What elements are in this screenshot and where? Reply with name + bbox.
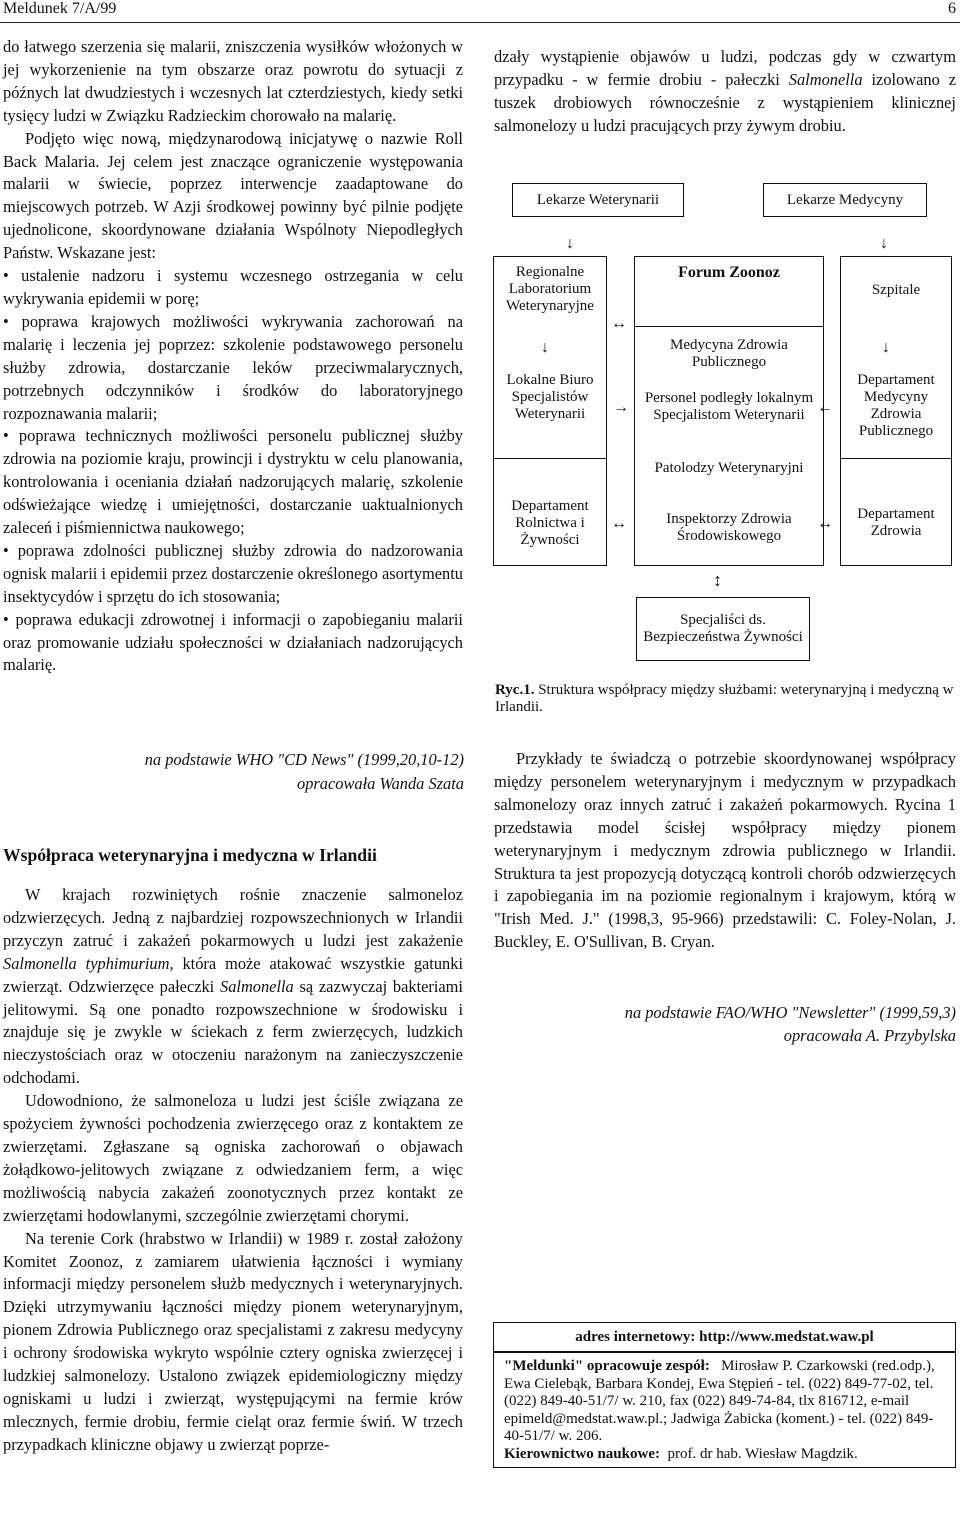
vertical-double-arrow-icon: ↕	[713, 570, 722, 590]
bullet-icon: •	[3, 426, 9, 446]
team-label: "Meldunki" opracowuje zespół:	[504, 1358, 710, 1374]
irish-paragraph-1: W krajach rozwiniętych rośnie znaczenie salmoneloz odzwierzęcych. Jedną z najbardziej rozpowszechnionych w Irlandii przyczyn zatruć i zakażeń pokarmowych u ludzi jest zakażenie Salmonella typhimurium, która może atakować wszystkie gatunki zwierząt. Odzwierzęce pałeczki Salmonella są zazwyczaj bakteriami jelitowymi. Są one ponadto rozpowszechnione w środowisku i znajduje się je zwykle w ściekach z ferm zwierzęcych, ludzkich nieczystościach oraz w otoczeniu narażonym na zanieczyszczenie odchodami.	[3, 885, 463, 1088]
bullet-item-2: • poprawa krajowych możliwości wykrywania zachorowań na malarię i leczenia jej poprzez: szkolenie podstawowego personelu służby zdrowia, dostarczanie leków przeciwmalarycznych, potrzebnych odczynników i środków do laboratoryjnego rozpoznawania malarii;	[3, 311, 463, 423]
box-food-safety: Specjaliści ds. Bezpieczeństwa Żywności	[636, 597, 810, 661]
bullet-icon: •	[3, 540, 9, 560]
journal-title: Meldunek 7/A/99	[3, 0, 117, 17]
double-arrow-icon: ↔	[611, 515, 627, 532]
author-note-2: opracowała A. Przybylska	[783, 1026, 956, 1045]
dept-health: Departament Zdrowia	[857, 506, 935, 539]
page-number: 6	[948, 0, 956, 17]
divider	[634, 326, 824, 327]
public-health-medicine: Medycyna Zdrowia Publicznego	[670, 337, 788, 370]
hospitals: Szpitale	[871, 282, 921, 298]
web-address-box	[493, 1322, 956, 1352]
local-vet-offices: Lokalne Biuro Specjalistów Weterynarii	[506, 372, 594, 422]
bullet-icon: •	[3, 311, 9, 331]
malaria-article	[3, 36, 463, 677]
malaria-paragraph-1: do łatwego szerzenia się malarii, zniszczenia wysiłków włożonych w jej wykorzenienie na tym obszarze oraz powrotu do sytuacji z późnych lat dwudziestych i wczesnych lat czterdziestych, kiedy setki tysięcy ludzi w Związku Radzieckim chorowało na malarię.	[3, 37, 463, 125]
source-note-1: na podstawie WHO "CD News" (1999,20,10-12)	[144, 750, 464, 769]
bullet-icon: •	[3, 609, 9, 629]
editorial-box	[493, 1352, 956, 1468]
continued-text	[494, 46, 956, 138]
editorial-team: "Meldunki" opracowuje zespół: Mirosław P. Czarkowski (red.odp.), Ewa Cielebąk, Barbara Kondej, Ewa Stępień - tel. (022) 849-77-02, tel. (022) 849-40-51/7/ w. 210, fax (022) 849-74-84, tlx 816712, e-mail epimeld@medstat.waw.pl.; Jadwiga Żabicka (koment.) - tel. (022) 849-40-51/7/ w. 206.	[504, 1358, 935, 1444]
genus-name: Salmonella	[220, 976, 294, 996]
arrow-down-icon: ↓	[880, 235, 888, 252]
double-arrow-icon: ↔	[611, 315, 627, 332]
vet-pathologists: Patolodzy Weterynaryjni	[654, 460, 804, 476]
scientific-board: Kierownictwo naukowe: prof. dr hab. Wiesław Magdzik.	[504, 1445, 858, 1462]
divider	[840, 458, 952, 459]
local-vet-staff: Personel podległy lokalnym Specjalistom Weterynarii	[644, 390, 814, 423]
divider	[493, 458, 607, 459]
species-name: Salmonella typhimurium	[3, 953, 170, 973]
article-heading: Współpraca weterynaryjna i medyczna w Irlandii	[3, 845, 377, 865]
double-arrow-icon: ↔	[817, 515, 833, 532]
figure-caption: Ryc.1. Struktura współpracy między służbami: weterynaryjną i medyczną w Irlandii.	[495, 682, 954, 715]
caption-label: Ryc.1.	[495, 682, 535, 698]
bullet-item-1: • ustalenie nadzoru i systemu wczesnego ostrzegania w celu wykrywania epidemii w porę;	[3, 266, 463, 308]
examples-paragraph: Przykłady te świadczą o potrzebie skoordynowanej współpracy między personelem weterynaryjnym i medycznym w przypadkach salmonelozy oraz innych zatruć i zakażeń pokarmowych. Rycina 1 przedstawia model ścisłej współpracy między pionem weterynaryjnym i medycznym zdrowia publicznego w Irlandii. Struktura ta jest propozycją dotyczącą kontroli chorób odzwierzęcych i zapobiegania im na poziomie regionalnym i krajowym, którą w "Irish Med. J." (1998,3, 95-966) przedstawili: C. Foley-Nolan, J. Buckley, E. O'Sullivan, B. Cryan.	[494, 749, 956, 952]
bullet-item-4: • poprawa zdolności publicznej służby zdrowia do nadzorowania ognisk malarii i epidemii przez dostarczenie określonego asortymentu insektycydów i sprzętu do ich stosowania;	[3, 540, 463, 606]
dept-public-health: Departament Medycyny Zdrowia Publicznego	[857, 372, 935, 439]
continued-paragraph: dzały wystąpienie objawów u ludzi, podczas gdy w czwartym przypadku - w fermie drobiu - pałeczki Salmonella izolowano z tuszek drobiowych równocześnie z wystąpieniem klinicznej salmonelozy u ludzi pracujących przy żywym drobiu.	[494, 47, 956, 135]
web-url[interactable]: http://www.medstat.waw.pl	[699, 1328, 874, 1345]
box-med-doctors: Lekarze Medycyny	[763, 183, 927, 217]
arrow-right-icon: →	[613, 399, 629, 416]
web-label: adres internetowy:	[575, 1328, 696, 1345]
board-label: Kierownictwo naukowe:	[504, 1445, 660, 1462]
arrow-down-icon: ↓	[566, 235, 574, 252]
irish-article	[3, 884, 463, 1457]
regional-labs: Regionalne Laboratorium Weterynaryjne	[506, 264, 594, 314]
bullet-icon: •	[3, 266, 9, 286]
arrow-left-icon: ←	[817, 399, 833, 416]
irish-paragraph-2: Udowodniono, że salmoneloza u ludzi jest ściśle związana ze spożyciem żywności pochodzenia zwierzęcego oraz z kontaktem ze zwierzętami. Zgłaszane są ogniska zachorowań o objawach żołądkowo-jelitowych związane z odwiedzaniem ferm, a więc możliwością nabycia zakażeń zoonotycznych przez kontakt ze zwierzętami hodowlanymi, szczególnie zwierzętami chorymi.	[3, 1091, 463, 1225]
bullet-item-5: • poprawa edukacji zdrowotnej i informacji o zapobieganiu malarii oraz promowanie udziału społeczności w działaniach nadzorujących malarię.	[3, 609, 463, 675]
arrow-down-icon: ↓	[882, 339, 890, 356]
source-note-2: na podstawie FAO/WHO "Newsletter" (1999,59,3)	[624, 1003, 956, 1022]
header-rule	[0, 22, 960, 23]
irish-paragraph-3: Na terenie Cork (hrabstwo w Irlandii) w 1989 r. został założony Komitet Zoonoz, z zamiarem ułatwienia łączności i wymiany informacji między personelem służb medycznych i weterynaryjnych. Dzięki utrzymywaniu łączności między pionem weterynaryjnym, pionem Zdrowia Publicznego oraz specjalistami z zakresu medycyny i ochrony środowiska wykryto wspólnie cztery ogniska zwierzęcej i ludzkiej salmonelozy. Ustalono związek epidemiologiczny między ogniskami u ludzi i zwierząt, występującymi na fermie krów mlecznych, fermie drobiu, fermie cieląt oraz fermie świń. W trzech przypadkach kliniczne objawy u zwierząt poprze-	[3, 1228, 463, 1454]
malaria-paragraph-2: Podjęto więc nową, międzynarodową inicjatywę o nazwie Roll Back Malaria. Jej celem jest znaczące ograniczenie występowania malarii w świecie, poprzez interwencje zaadaptowane do miejscowych potrzeb. W Azji środkowej powinny być pilnie podjęte ujednolicone, skoordynowane działania Wspólnoty Niepodległych Państw. Wskazane jest:	[3, 128, 463, 263]
env-inspectors: Inspektorzy Zdrowia Środowiskowego	[666, 511, 792, 544]
forum-title: Forum Zoonoz	[678, 264, 780, 281]
bullet-item-3: • poprawa technicznych możliwości personelu publicznej służby zdrowia na poziomie kraju, prowincji i dystryktu w celu planowania, kontrolowania i oceniania działań nadzorujących malarię, szkolenie odświeżające wiedzę i umiejętności, dostarczanie uaktualnionych zaleceń i piśmiennictwa naukowego;	[3, 426, 463, 538]
arrow-down-icon: ↓	[541, 339, 549, 356]
dept-agriculture: Departament Rolnictwa i Żywności	[511, 498, 589, 548]
genus-name: Salmonella	[788, 69, 863, 89]
examples-text	[494, 748, 956, 954]
box-vet-doctors: Lekarze Weterynarii	[512, 183, 684, 217]
author-note-1: opracowała Wanda Szata	[297, 774, 464, 793]
